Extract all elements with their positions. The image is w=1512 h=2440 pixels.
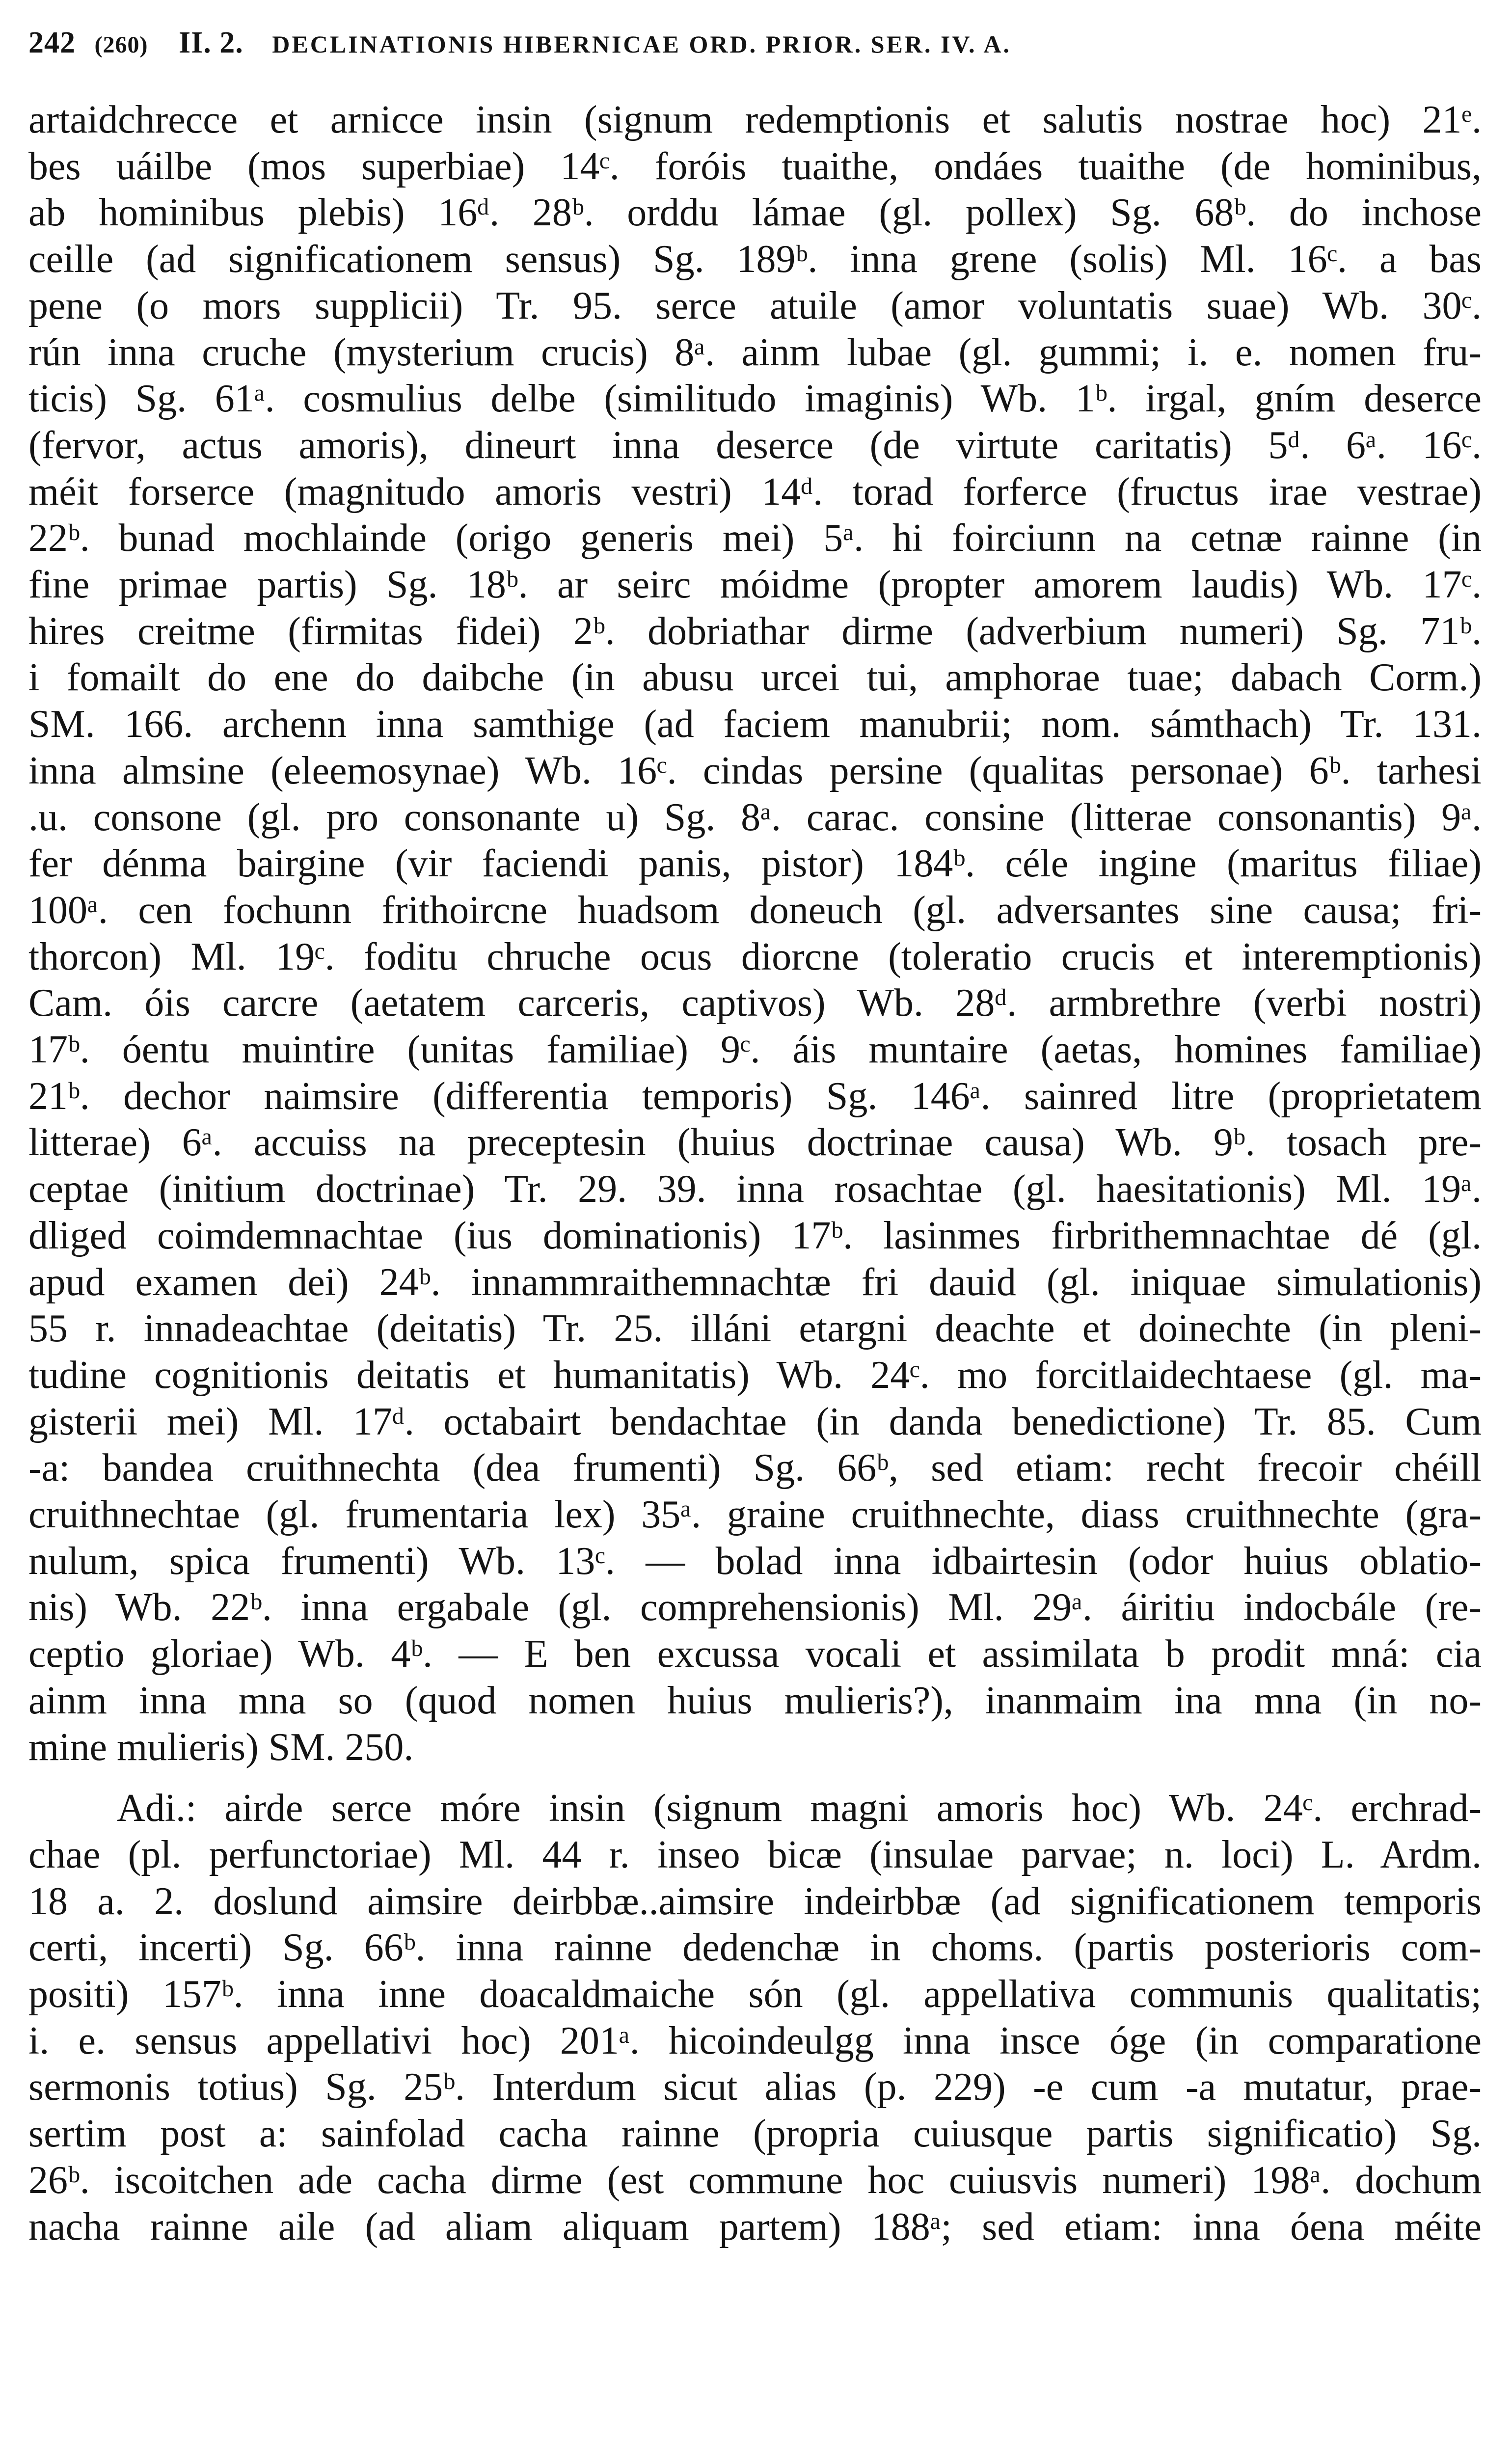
section-number: II. 2.	[178, 26, 243, 59]
text-line: mine mulieris) SM. 250.	[28, 1726, 414, 1769]
text-line: pene (o mors supplicii) Tr. 95. serce atuile (amor voluntatis suae) Wb. 30ᶜ.	[28, 284, 1482, 327]
text-line: apud examen dei) 24ᵇ. innammraithemnachtæ fri dauid (gl. iniquae simulationis)	[28, 1261, 1482, 1304]
text-line: 100ᵃ. cen fochunn frithoircne huadsom doneuch (gl. adversantes sine causa; fri-	[28, 889, 1482, 932]
text-line: gisterii mei) Ml. 17ᵈ. octabairt bendachtae (in danda benedictione) Tr. 85. Cum	[28, 1400, 1482, 1443]
text-line: fine primae partis) Sg. 18ᵇ. ar seirc móidme (propter amorem laudis) Wb. 17ᶜ.	[28, 563, 1482, 606]
old-page-number: (260)	[94, 32, 148, 58]
text-line: sermonis totius) Sg. 25ᵇ. Interdum sicut alias (p. 229) -e cum -a mutatur, prae-	[28, 2065, 1482, 2109]
text-line: tudine cognitionis deitatis et humanitatis) Wb. 24ᶜ. mo forcitlaidechtaese (gl. ma-	[28, 1354, 1482, 1397]
text-line: hires creitme (firmitas fidei) 2ᵇ. dobriathar dirme (adverbium numeri) Sg. 71ᵇ.	[28, 610, 1482, 653]
text-line: sertim post a: sainfolad cacha rainne (propria cuiusque partis significatio) Sg.	[28, 2112, 1482, 2155]
text-line: 18 a. 2. doslund aimsire deirbbæ..aimsire indeirbbæ (ad significationem temporis	[28, 1880, 1482, 1923]
text-line: thorcon) Ml. 19ᶜ. foditu chruche ocus diorcne (toleratio crucis et interemptionis)	[28, 935, 1482, 978]
text-line: dliged coimdemnachtae (ius dominationis) 17ᵇ. lasinmes firbrithemnachtae dé (gl.	[28, 1214, 1482, 1257]
text-line: artaidchrecce et arnicce insin (signum redemptionis et salutis nostrae hoc) 21ᵉ.	[28, 98, 1482, 141]
text-line: chae (pl. perfunctoriae) Ml. 44 r. inseo bicæ (insulae parvae; n. loci) L. Ardm.	[28, 1833, 1482, 1876]
text-line: .u. consone (gl. pro consonante u) Sg. 8ᵃ. carac. consine (litterae consonantis) 9ᵃ.	[28, 796, 1482, 839]
text-line: nulum, spica frumenti) Wb. 13ᶜ. — bolad inna idbairtesin (odor huius oblatio-	[28, 1540, 1482, 1583]
text-line: litterae) 6ᵃ. accuiss na preceptesin (huius doctrinae causa) Wb. 9ᵇ. tosach pre-	[28, 1121, 1482, 1164]
text-line: 17ᵇ. óentu muintire (unitas familiae) 9ᶜ. áis muntaire (aetas, homines familiae)	[28, 1028, 1482, 1071]
text-line: positi) 157ᵇ. inna inne doacaldmaiche són (gl. appellativa communis qualitatis;	[28, 1973, 1482, 2016]
page-number: 242	[28, 26, 76, 59]
text-line: ceille (ad significationem sensus) Sg. 189ᵇ. inna grene (solis) Ml. 16ᶜ. a bas	[28, 238, 1482, 281]
text-line: 26ᵇ. iscoitchen ade cacha dirme (est commune hoc cuiusvis numeri) 198ᵃ. dochum	[28, 2159, 1482, 2202]
text-line: i. e. sensus appellativi hoc) 201ᵃ. hicoindeulgg inna insce óge (in comparatione	[28, 2019, 1482, 2062]
text-line: Cam. óis carcre (aetatem carceris, captivos) Wb. 28ᵈ. armbrethre (verbi nostri)	[28, 981, 1482, 1025]
text-line: ainm inna mna so (quod nomen huius mulieris?), inanmaim ina mna (in no-	[28, 1679, 1482, 1722]
text-line: certi, incerti) Sg. 66ᵇ. inna rainne dedenchæ in choms. (partis posterioris com-	[28, 1926, 1482, 1969]
text-line: méit forserce (magnitudo amoris vestri) 14ᵈ. torad forferce (fructus irae vestrae)	[28, 470, 1482, 514]
text-line: ceptae (initium doctrinae) Tr. 29. 39. inna rosachtae (gl. haesitationis) Ml. 19ᵃ.	[28, 1167, 1482, 1211]
text-line: -a: bandea cruithnechta (dea frumenti) Sg. 66ᵇ, sed etiam: recht frecoir chéill	[28, 1446, 1482, 1490]
text-line: ab hominibus plebis) 16ᵈ. 28ᵇ. orddu lámae (gl. pollex) Sg. 68ᵇ. do inchose	[28, 191, 1482, 234]
text-line: 55 r. innadeachtae (deitatis) Tr. 25. illáni etargni deachte et doinechte (in pleni-	[28, 1307, 1482, 1350]
running-title: DECLINATIONIS HIBERNICAE ORD. PRIOR. SER. IV. A.	[272, 30, 1011, 58]
text-line: ticis) Sg. 61ᵃ. cosmulius delbe (similitudo imaginis) Wb. 1ᵇ. irgal, gním deserce	[28, 377, 1482, 420]
text-line: 21ᵇ. dechor naimsire (differentia temporis) Sg. 146ᵃ. sainred litre (proprietatem	[28, 1075, 1482, 1118]
text-line: Adi.: airde serce móre insin (signum magni amoris hoc) Wb. 24ᶜ. erchrad-	[117, 1787, 1482, 1830]
text-line: 22ᵇ. bunad mochlainde (origo generis mei) 5ᵃ. hi foirciunn na cetnæ rainne (in	[28, 516, 1482, 560]
text-line: (fervor, actus amoris), dineurt inna deserce (de virtute caritatis) 5ᵈ. 6ᵃ. 16ᶜ.	[28, 424, 1482, 467]
text-line: rún inna cruche (mysterium crucis) 8ᵃ. ainm lubae (gl. gummi; i. e. nomen fru-	[28, 331, 1482, 374]
text-line: nacha rainne aile (ad aliam aliquam partem) 188ᵃ; sed etiam: inna óena méite	[28, 2205, 1482, 2249]
text-line: nis) Wb. 22ᵇ. inna ergabale (gl. comprehensionis) Ml. 29ᵃ. áiritiu indocbále (re-	[28, 1586, 1482, 1629]
text-line: SM. 166. archenn inna samthige (ad faciem manubrii; nom. sámthach) Tr. 131.	[28, 703, 1482, 746]
text-line: i fomailt do ene do daibche (in abusu urcei tui, amphorae tuae; dabach Corm.)	[28, 656, 1482, 699]
text-line: inna almsine (eleemosynae) Wb. 16ᶜ. cindas persine (qualitas personae) 6ᵇ. tarhesi	[28, 749, 1482, 792]
running-header	[28, 26, 1482, 80]
text-line: cruithnechtae (gl. frumentaria lex) 35ᵃ. graine cruithnechte, diass cruithnechte (gra-	[28, 1493, 1482, 1536]
text-line: ceptio gloriae) Wb. 4ᵇ. — E ben excussa vocali et assimilata b prodit mná: cia	[28, 1632, 1482, 1676]
text-line: fer dénma bairgine (vir faciendi panis, pistor) 184ᵇ. céle ingine (maritus filiae)	[28, 842, 1482, 885]
text-line: bes uáilbe (mos superbiae) 14ᶜ. foróis tuaithe, ondáes tuaithe (de hominibus,	[28, 145, 1482, 188]
